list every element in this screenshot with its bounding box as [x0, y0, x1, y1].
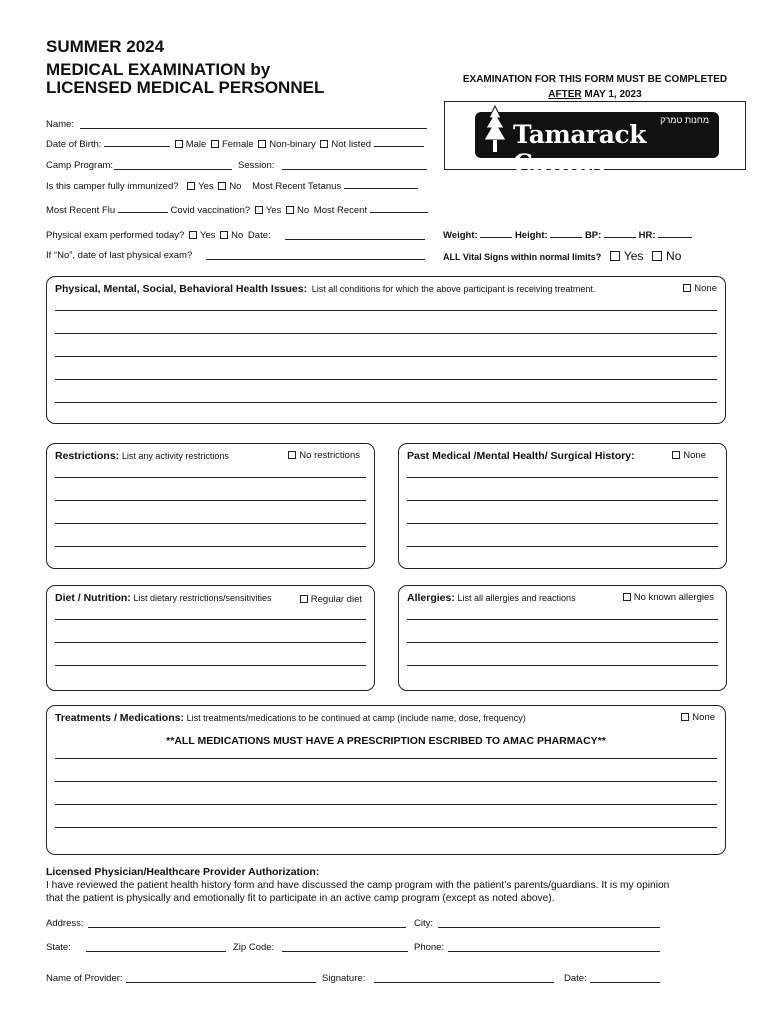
- notlisted-checkbox[interactable]: [320, 140, 328, 148]
- treatments-line-1[interactable]: [55, 758, 717, 759]
- tamarack-logo: [475, 112, 719, 178]
- covid-yes-label: Yes: [265, 205, 282, 216]
- physical-date-field[interactable]: [285, 239, 425, 240]
- phone-field[interactable]: [448, 951, 660, 952]
- weight-label: Weight:: [443, 230, 478, 241]
- vitals-row: [443, 230, 692, 241]
- covid-no-label: No: [296, 205, 310, 216]
- treatments-line-4[interactable]: [55, 827, 717, 828]
- allergies-line-2[interactable]: [407, 642, 718, 643]
- provider-label: Name of Provider:: [46, 973, 123, 984]
- restrictions-line-2[interactable]: [55, 500, 366, 501]
- flu-label: Most Recent Flu: [46, 205, 116, 216]
- covid-recent-field[interactable]: [370, 212, 428, 213]
- physical-row: [46, 230, 271, 241]
- no-restrictions-option: [286, 450, 360, 461]
- health-line-1[interactable]: [55, 310, 717, 311]
- diet-title: Diet / Nutrition:: [55, 592, 131, 604]
- camp-program-label: Camp Program:: [46, 160, 114, 171]
- authorization-text-2: that the patient is physically and emotionally fit to participate in an active camp program (except as noted above).: [46, 893, 555, 904]
- notice-after: AFTER: [548, 89, 582, 100]
- tree-icon: [481, 104, 509, 156]
- notlisted-field[interactable]: [374, 146, 424, 147]
- diet-line-1[interactable]: [55, 619, 366, 620]
- allergies-line-1[interactable]: [407, 619, 718, 620]
- male-checkbox[interactable]: [175, 140, 183, 148]
- zip-field[interactable]: [282, 951, 408, 952]
- provider-field[interactable]: [126, 982, 316, 983]
- physical-yes-checkbox[interactable]: [189, 231, 197, 239]
- health-issues-header: [55, 283, 595, 295]
- immunized-no-label: No: [229, 181, 242, 192]
- no-allergies-label: No known allergies: [633, 592, 714, 603]
- logo-box: [444, 101, 746, 178]
- vitals-no-label: No: [666, 249, 682, 263]
- immunized-yes-checkbox[interactable]: [187, 182, 195, 190]
- restrictions-line-3[interactable]: [55, 523, 366, 524]
- zip-label: Zip Code:: [233, 942, 275, 953]
- notice-line1: EXAMINATION FOR THIS FORM MUST BE COMPLETED: [462, 74, 728, 85]
- allergies-box: [398, 585, 727, 691]
- bp-label: BP:: [584, 230, 602, 241]
- history-none-checkbox[interactable]: [672, 451, 680, 459]
- dob-label: Date of Birth:: [46, 139, 102, 150]
- logo-text: Tamarack Camps: [513, 120, 646, 178]
- state-field[interactable]: [86, 951, 226, 952]
- authorization-title: Licensed Physician/Healthcare Provider Authorization:: [46, 866, 320, 878]
- season-heading: SUMMER 2024: [46, 37, 165, 56]
- notlisted-label: Not listed: [331, 139, 372, 150]
- female-label: Female: [221, 139, 254, 150]
- health-none-label: None: [694, 283, 717, 294]
- flu-field[interactable]: [118, 212, 168, 213]
- health-line-3[interactable]: [55, 356, 717, 357]
- covid-label: Covid vaccination?: [170, 205, 251, 216]
- health-none-checkbox[interactable]: [683, 284, 691, 292]
- health-line-2[interactable]: [55, 333, 717, 334]
- covid-no-checkbox[interactable]: [286, 206, 294, 214]
- history-line-1[interactable]: [407, 477, 718, 478]
- name-label: Name:: [46, 119, 74, 130]
- allergies-title: Allergies:: [407, 592, 455, 604]
- camp-program-field[interactable]: [114, 169, 232, 170]
- phone-label: Phone:: [414, 942, 445, 953]
- immunized-no-checkbox[interactable]: [218, 182, 226, 190]
- history-line-2[interactable]: [407, 500, 718, 501]
- signature-label: Signature:: [322, 973, 366, 984]
- treatments-none-label: None: [692, 712, 715, 723]
- no-allergies-checkbox[interactable]: [623, 593, 631, 601]
- history-title: Past Medical /Mental Health/ Surgical History:: [407, 450, 635, 462]
- tetanus-field[interactable]: [344, 188, 418, 189]
- last-exam-label: If “No”, date of last physical exam?: [46, 250, 193, 261]
- physical-yes-label: Yes: [199, 230, 216, 241]
- tetanus-label: Most Recent Tetanus: [252, 181, 342, 192]
- date-field[interactable]: [590, 982, 660, 983]
- address-field[interactable]: [88, 927, 406, 928]
- treatments-line-3[interactable]: [55, 804, 717, 805]
- pharmacy-warning: **ALL MEDICATIONS MUST HAVE A PRESCRIPTION ESCRIBED TO AMAC PHARMACY**: [166, 735, 606, 747]
- vitals-normal-row: [443, 249, 681, 263]
- vitals-yes-label: Yes: [623, 249, 644, 263]
- form-title-line2: LICENSED MEDICAL PERSONNEL: [46, 78, 325, 97]
- diet-line-3[interactable]: [55, 665, 366, 666]
- bp-field[interactable]: [604, 237, 636, 238]
- nonbinary-checkbox[interactable]: [258, 140, 266, 148]
- state-label: State:: [46, 942, 71, 953]
- nonbinary-label: Non-binary: [269, 139, 316, 150]
- height-field[interactable]: [550, 237, 582, 238]
- restrictions-note: List any activity restrictions: [121, 451, 229, 461]
- hr-label: HR:: [638, 230, 656, 241]
- name-field[interactable]: [80, 128, 427, 129]
- allergies-header: [407, 592, 576, 604]
- weight-field[interactable]: [480, 237, 512, 238]
- history-none-option: [670, 450, 706, 461]
- treatments-box: [46, 705, 726, 855]
- history-box: [398, 443, 727, 569]
- treatments-note: List treatments/medications to be continued at camp (include name, dose, frequency): [186, 713, 526, 723]
- physical-no-label: No: [231, 230, 244, 241]
- treatments-none-checkbox[interactable]: [681, 713, 689, 721]
- immunized-row: [46, 181, 418, 192]
- history-none-label: None: [683, 450, 706, 461]
- diet-box: [46, 585, 375, 691]
- allergies-note: List all allergies and reactions: [457, 593, 576, 603]
- vitals-yes-checkbox[interactable]: [610, 251, 620, 261]
- treatments-none-option: [679, 712, 715, 723]
- treatments-header: [55, 712, 526, 724]
- height-label: Height:: [514, 230, 548, 241]
- vitals-no-checkbox[interactable]: [652, 251, 662, 261]
- immunized-yes-label: Yes: [198, 181, 214, 192]
- physical-no-checkbox[interactable]: [220, 231, 228, 239]
- authorization-text-1: I have reviewed the patient health history form and have discussed the camp program with the patient’s parents/guardians. It is my opinion: [46, 880, 670, 891]
- physical-question: Physical exam performed today?: [46, 230, 185, 241]
- diet-line-2[interactable]: [55, 642, 366, 643]
- health-issues-note: List all conditions for which the above participant is receiving treatment.: [311, 284, 596, 294]
- session-field[interactable]: [282, 169, 427, 170]
- notice-date: MAY 1, 2023: [581, 89, 642, 100]
- signature-field[interactable]: [374, 982, 554, 983]
- covid-yes-checkbox[interactable]: [255, 206, 263, 214]
- health-line-5[interactable]: [55, 402, 717, 403]
- dob-field[interactable]: [104, 146, 170, 147]
- history-line-3[interactable]: [407, 523, 718, 524]
- restrictions-line-4[interactable]: [55, 546, 366, 547]
- treatments-title: Treatments / Medications:: [55, 712, 184, 724]
- regular-diet-label: Regular diet: [310, 594, 362, 605]
- restrictions-box: [46, 443, 375, 569]
- flu-row: [46, 205, 428, 216]
- no-restrictions-label: No restrictions: [299, 450, 360, 461]
- health-issues-title: Physical, Mental, Social, Behavioral Health Issues:: [55, 283, 308, 295]
- form-title-line1: MEDICAL EXAMINATION by: [46, 60, 271, 79]
- logo-hebrew-text: מחנות טמרק: [660, 115, 709, 125]
- male-label: Male: [185, 139, 207, 150]
- hr-field[interactable]: [658, 237, 692, 238]
- city-label: City:: [414, 918, 433, 929]
- date-label: Date:: [564, 973, 587, 984]
- restrictions-header: [55, 450, 229, 462]
- covid-recent-label: Most Recent: [313, 205, 368, 216]
- last-exam-field[interactable]: [206, 259, 425, 260]
- vitals-normal-label: ALL Vital Signs within normal limits?: [443, 252, 602, 262]
- restrictions-line-1[interactable]: [55, 477, 366, 478]
- physical-date-label: Date:: [247, 230, 271, 241]
- female-checkbox[interactable]: [211, 140, 219, 148]
- regular-diet-checkbox[interactable]: [300, 595, 308, 603]
- session-label: Session:: [238, 160, 275, 171]
- allergies-line-3[interactable]: [407, 665, 718, 666]
- immunized-question: Is this camper fully immunized?: [46, 181, 179, 192]
- treatments-line-2[interactable]: [55, 781, 717, 782]
- notice-line2: [444, 89, 746, 100]
- diet-header: [55, 592, 272, 604]
- no-allergies-option: [621, 592, 714, 603]
- health-issues-box: [46, 276, 726, 424]
- history-header: [407, 450, 635, 462]
- health-none-option: [681, 283, 717, 294]
- no-restrictions-checkbox[interactable]: [288, 451, 296, 459]
- restrictions-title: Restrictions:: [55, 450, 120, 462]
- health-line-4[interactable]: [55, 379, 717, 380]
- history-line-4[interactable]: [407, 546, 718, 547]
- city-field[interactable]: [438, 927, 660, 928]
- regular-diet-option: [298, 594, 362, 605]
- dob-row: [46, 139, 424, 150]
- diet-note: List dietary restrictions/sensitivities: [133, 593, 272, 603]
- address-label: Address:: [46, 918, 84, 929]
